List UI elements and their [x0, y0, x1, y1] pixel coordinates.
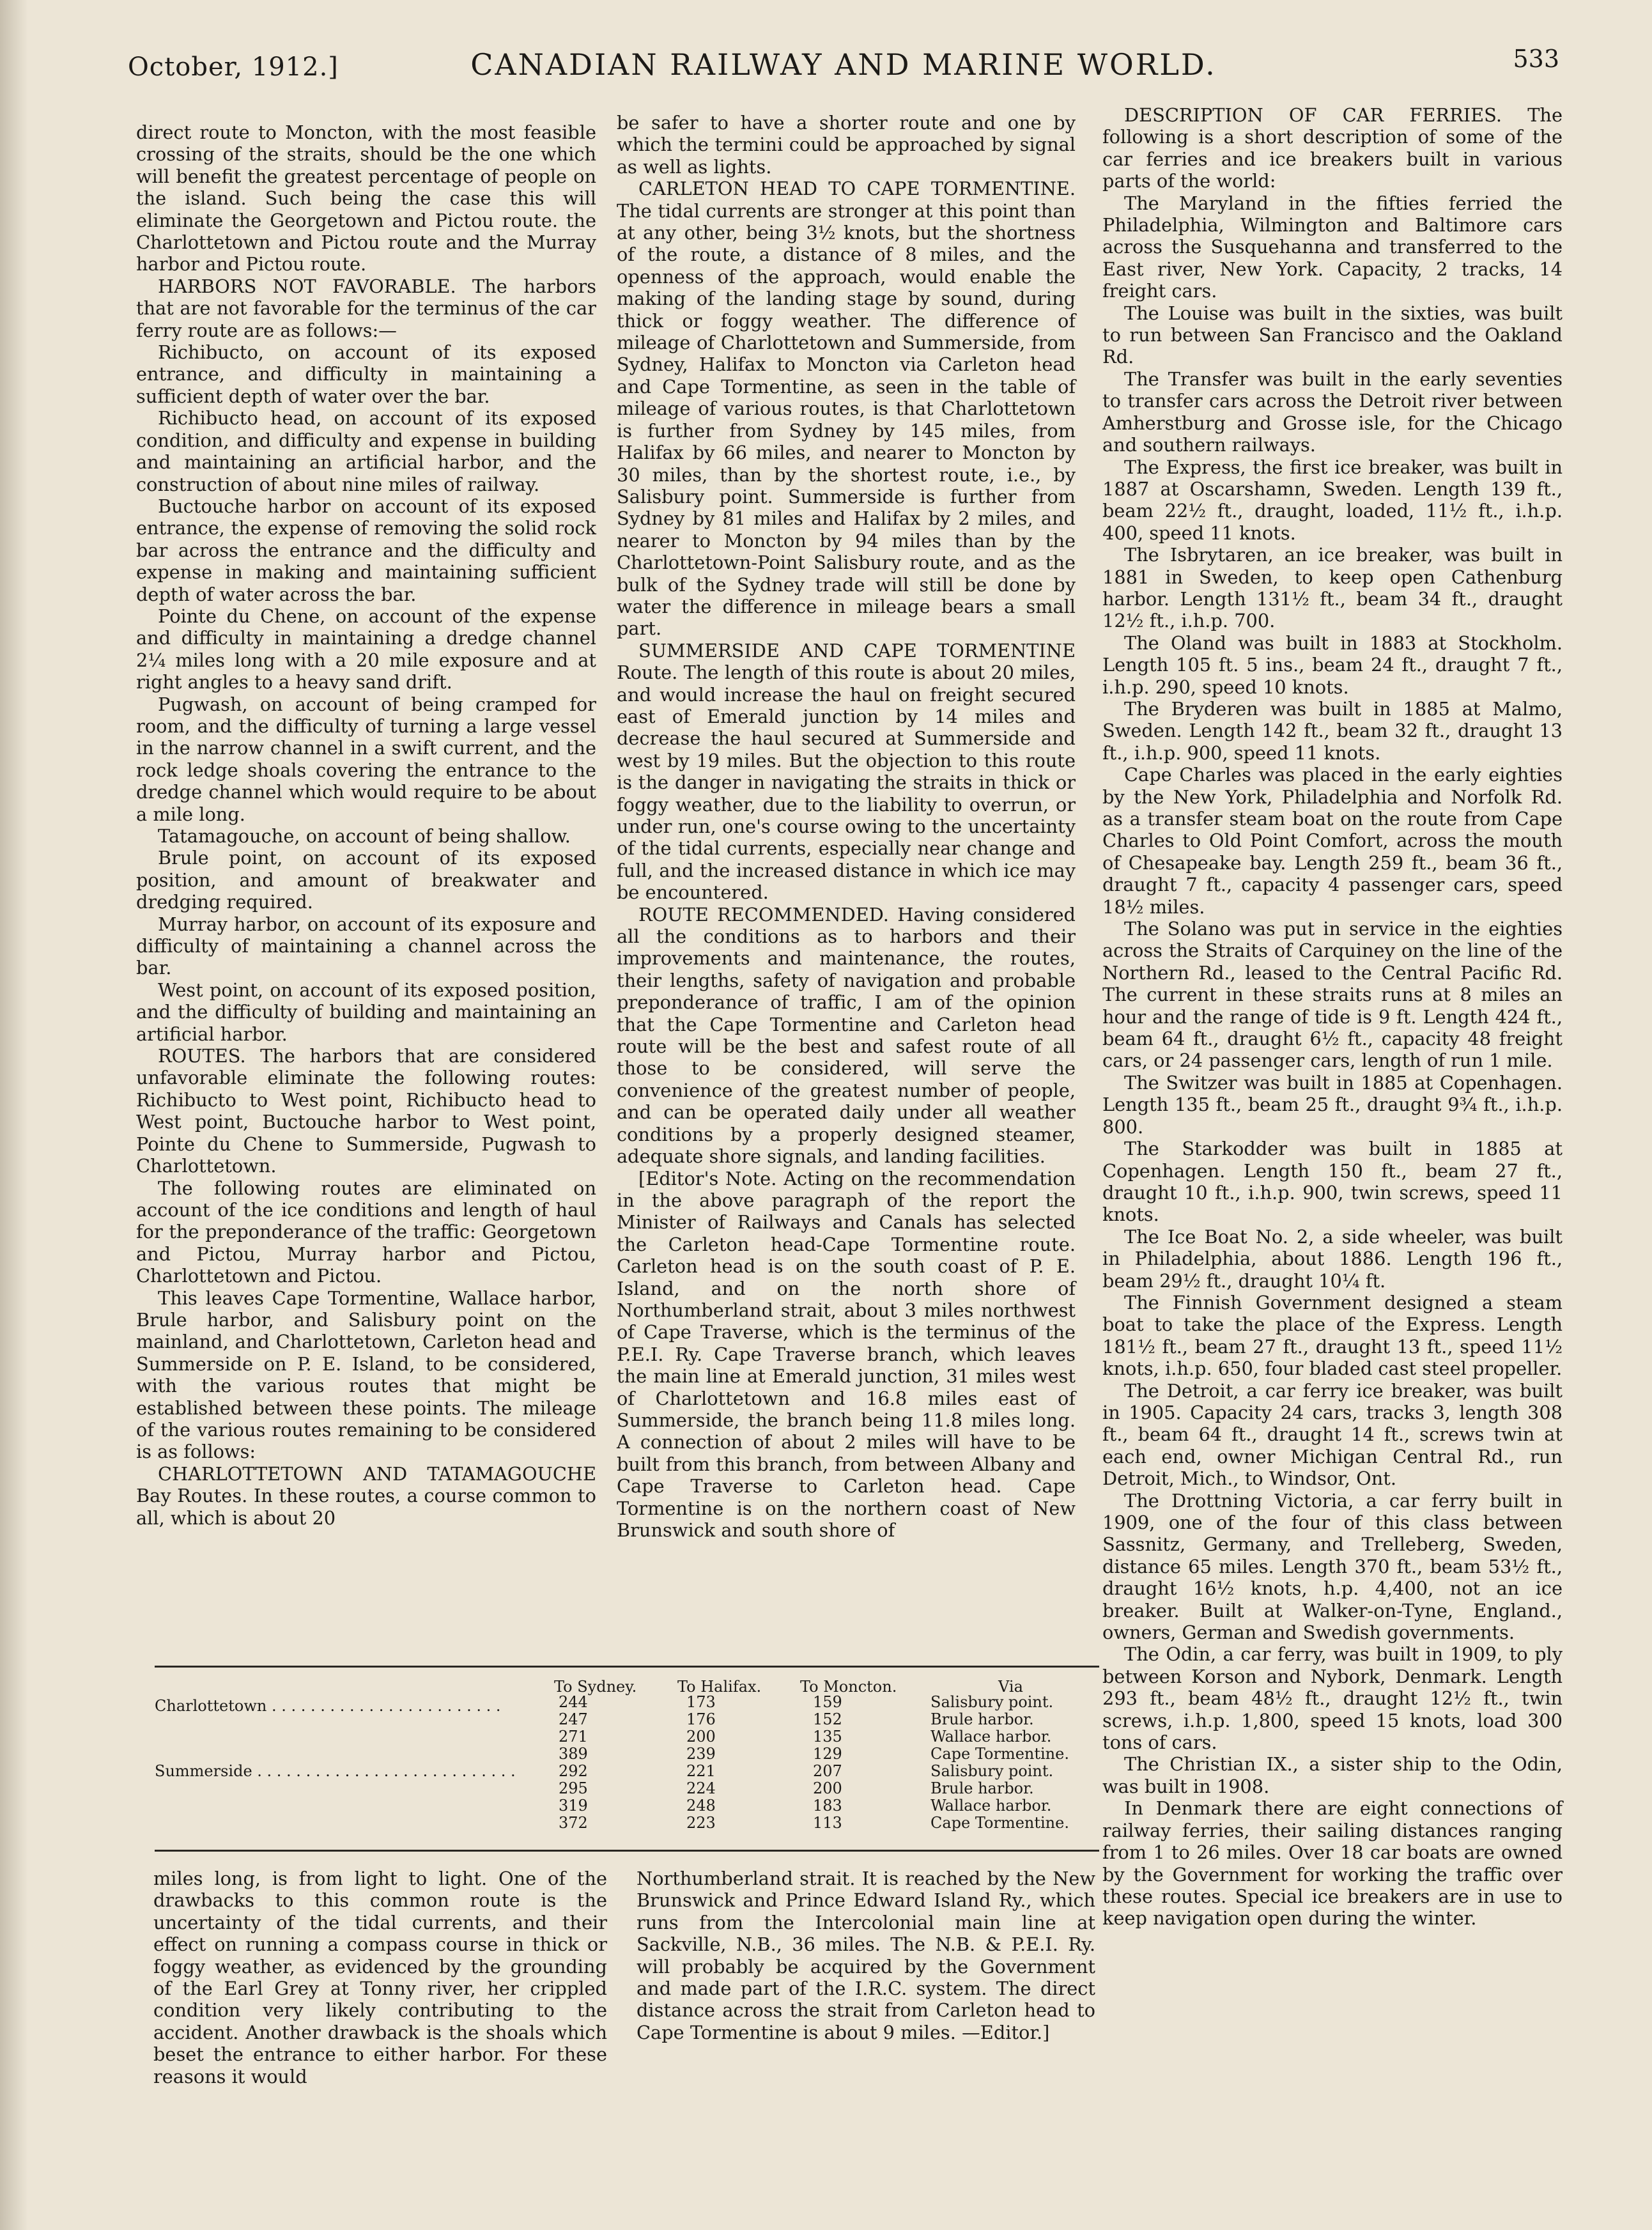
table-cell: 113: [813, 1814, 842, 1832]
column-2-continued: [637, 1868, 1095, 2043]
table-cell: 223: [686, 1814, 716, 1832]
table-cell: 224: [686, 1779, 716, 1797]
column-1-continued: [153, 1868, 607, 2087]
publication-title: CANADIAN RAILWAY AND MARINE WORLD.: [470, 47, 1217, 82]
paragraph: The Solano was put in service in the eighties across the Straits of Carquiney on the line of the Northern Rd., leased to the Central Pacific Rd. The current in these straits runs at 8 miles an hour and the range of tide is 9 ft. Length 424 ft., beam 64 ft., draught 6½ ft., capacity 48 freight cars, or 24 passenger cars, length of run 1 mile.: [1102, 918, 1563, 1072]
table-cell: Brule harbor.: [930, 1710, 1034, 1728]
table-cell: 244: [559, 1693, 588, 1711]
table-cell: 221: [686, 1762, 716, 1780]
table-cell: 183: [813, 1797, 842, 1815]
table-cell: Cape Tormentine.: [930, 1745, 1069, 1763]
column-2: [617, 112, 1076, 1541]
table-cell: 319: [559, 1797, 588, 1815]
table-cell: 176: [686, 1710, 716, 1728]
column-3: [1102, 104, 1563, 1930]
paragraph: Pointe du Chene, on account of the expense and difficulty in maintaining a dredge channel 2¼ miles long with a 20 mile exposure and at right angles to a heavy sand drift.: [136, 605, 596, 693]
table-header-moncton: To Moncton.: [800, 1678, 897, 1696]
paragraph: ROUTE RECOMMENDED. Having considered all the conditions as to harbors and their improvements and maintenance, the routes, their lengths, safety of navigation and probable preponderance of traffic, I am of the opinion that the Cape Tormentine and Carleton head route will be the best and safest route of all those to be considered, will serve the convenience of the greatest number of people, and can be operated daily under all weather conditions by a properly designed steamer, adequate shore signals, and landing facilities.: [617, 903, 1076, 1168]
paragraph: CHARLOTTETOWN AND TATAMAGOUCHE Bay Routes. In these routes, a course common to all, which is about 20: [136, 1462, 596, 1529]
paragraph: SUMMERSIDE AND CAPE TORMENTINE Route. The length of this route is about 20 miles, and would increase the haul on freight secured east of Emerald junction by 14 miles and decrease the haul secured at Summerside and west by 19 miles. But the objection to this route is the danger in navigating the straits in thick or foggy weather, due to the liability to overrun, or under run, one's course owing to the uncertainty of the tidal currents, especially near change and full, and the increased distance in which ice may be encountered.: [617, 639, 1076, 904]
paragraph: This leaves Cape Tormentine, Wallace harbor, Brule harbor, and Salisbury point on the mainland, and Charlottetown, Carleton head and Summerside on P. E. Island, to be considered, with the various routes that might be established between these points. The mileage of the various routes remaining to be considered is as follows:: [136, 1287, 596, 1463]
paragraph: Northumberland strait. It is reached by the New Brunswick and Prince Edward Island Ry., which runs from the Intercolonial main line at Sackville, N.B., 36 miles. The N.B. & P.E.I. Ry. will probably be acquired by the Government and made part of the I.R.C. system. The direct distance across the strait from Carleton head to Cape Tormentine is about 9 miles. —Editor.]: [637, 1868, 1095, 2043]
table-cell: Salisbury point.: [930, 1693, 1054, 1711]
paragraph: direct route to Moncton, with the most feasible crossing of the straits, should be the one which will benefit the greatest percentage of people on the island. Such being the case this will eliminate the Georgetown and Pictou route. the Charlottetown and Pictou route and the Murray harbor and Pictou route.: [136, 121, 596, 275]
paragraph: West point, on account of its exposed position, and the difficulty of building and maintaining an artificial harbor.: [136, 979, 596, 1045]
mileage-table: [155, 1678, 1099, 1845]
table-cell: 200: [813, 1779, 842, 1797]
table-cell: 239: [686, 1745, 716, 1763]
table-top-rule: [155, 1666, 1099, 1668]
table-cell: 129: [813, 1745, 842, 1763]
paragraph: Richibucto, on account of its exposed entrance, and difficulty in maintaining a sufficient depth of water over the bar.: [136, 341, 596, 407]
table-cell: 135: [813, 1728, 842, 1746]
page-spine-shadow: [0, 0, 28, 2230]
paragraph: miles long, is from light to light. One of the drawbacks to this common route is the uncertainty of the tidal currents, and their effect on running a compass course in thick or foggy weather, as evidenced by the grounding of the Earl Grey at Tonny river, her crippled condition very likely contributing to the accident. Another drawback is the shoals which beset the entrance to either harbor. For these reasons it would: [153, 1868, 607, 2087]
paragraph: The Louise was built in the sixties, was built to run between San Francisco and the Oakland Rd.: [1102, 302, 1563, 368]
paragraph: be safer to have a shorter route and one by which the termini could be approached by signal as well as lights.: [617, 112, 1076, 178]
paragraph: Tatamagouche, on account of being shallow.: [158, 825, 571, 847]
table-cell: 372: [559, 1814, 588, 1832]
paragraph: The Christian IX., a sister ship to the Odin, was built in 1908.: [1102, 1753, 1563, 1797]
table-header-via: Via: [998, 1678, 1023, 1696]
row-label-summerside: Summerside . . . . . . . . . . . . . . . . . . . . . . . . . . .: [155, 1762, 516, 1780]
table-cell: 247: [559, 1710, 588, 1728]
paragraph: [Editor's Note. Acting on the recommendation in the above paragraph of the report the Minister of Railways and Canals has selected the Carleton head-Cape Tormentine route. Carleton head is on the south coast of P. E. Island, and on the north shore of Northumberland strait, about 3 miles northwest of Cape Traverse, which is the terminus of the P.E.I. Ry. Cape Traverse branch, which leaves the main line at Emerald junction, 31 miles west of Charlottetown and 16.8 miles east of Summerside, the branch being 11.8 miles long. A connection of about 2 miles will have to be built from this branch, from between Albany and Cape Traverse to Carleton head. Cape Tormentine is on the northern coast of New Brunswick and south shore of: [617, 1167, 1076, 1541]
paragraph: In Denmark there are eight connections of railway ferries, their sailing distances ranging from 1 to 26 miles. Over 18 car boats are owned by the Government for working the traffic over these routes. Special ice breakers are in use to keep navigation open during the winter.: [1102, 1797, 1563, 1930]
table-cell: Cape Tormentine.: [930, 1814, 1069, 1832]
table-cell: Wallace harbor.: [930, 1728, 1052, 1746]
paragraph: The Drottning Victoria, a car ferry built in 1909, one of the four of this class between Sassnitz, Germany, and Trelleberg, Sweden, distance 65 miles. Length 370 ft., beam 53½ ft., draught 16½ knots, h.p. 4,400, not an ice breaker. Built at Walker-on-Tyne, England., owners, German and Swedish governments.: [1102, 1489, 1563, 1644]
table-cell: Wallace harbor.: [930, 1797, 1052, 1815]
table-cell: 159: [813, 1693, 842, 1711]
table-cell: 389: [559, 1745, 588, 1763]
paragraph: The Bryderen was built in 1885 at Malmo, Sweden. Length 142 ft., beam 32 ft., draught 13 ft., i.h.p. 900, speed 11 knots.: [1102, 697, 1563, 764]
table-header-sydney: To Sydney.: [554, 1678, 637, 1696]
paragraph: The Odin, a car ferry, was built in 1909, to ply between Korson and Nybork, Denmark. Length 293 ft., beam 48½ ft., draught 12½ ft., twin screws, i.h.p. 1,800, speed 15 knots, load 300 tons of cars.: [1102, 1643, 1563, 1754]
paragraph: ROUTES. The harbors that are considered unfavorable eliminate the following routes: Richibucto to West point, Richibucto head to West point, Buctouche harbor to West point, Pointe du Chene to Summerside, Pugwash to Charlottetown.: [136, 1045, 596, 1177]
table-cell: 200: [686, 1728, 716, 1746]
paragraph: The Detroit, a car ferry ice breaker, was built in 1905. Capacity 24 cars, tracks 3, length 308 ft., beam 64 ft., draught 14 ft., screws twin at each end, owner Michigan Central Rd., run Detroit, Mich., to Windsor, Ont.: [1102, 1379, 1563, 1490]
page-number: 533: [1513, 45, 1559, 73]
paragraph: Richibucto head, on account of its exposed condition, and difficulty and expense in building and maintaining an artificial harbor, and the construction of about nine miles of railway.: [136, 407, 596, 495]
paragraph: DESCRIPTION OF CAR FERRIES. The following is a short description of some of the car ferries and ice breakers built in various parts of the world:: [1102, 104, 1563, 192]
table-cell: 295: [559, 1779, 588, 1797]
paragraph: The Oland was built in 1883 at Stockholm. Length 105 ft. 5 ins., beam 24 ft., draught 7 ft., i.h.p. 290, speed 10 knots.: [1102, 631, 1563, 698]
paragraph: The following routes are eliminated on account of the ice conditions and length of haul for the preponderance of the traffic: Georgetown and Pictou, Murray harbor and Pictou, Charlottetown and Pictou.: [136, 1177, 596, 1287]
paragraph: The Maryland in the fifties ferried the Philadelphia, Wilmington and Baltimore cars across the Susquehanna and transferred to the East river, New York. Capacity, 2 tracks, 14 freight cars.: [1102, 192, 1563, 302]
paragraph: The Transfer was built in the early seventies to transfer cars across the Detroit river between Amherstburg and Grosse isle, for the Chicago and southern railways.: [1102, 368, 1563, 456]
table-cell: 173: [686, 1693, 716, 1711]
paragraph: Pugwash, on account of being cramped for room, and the difficulty of turning a large vessel in the narrow channel in a swift current, and the rock ledge shoals covering the entrance to the dredge channel which would require to be about a mile long.: [136, 693, 596, 825]
paragraph: The Starkodder was built in 1885 at Copenhagen. Length 150 ft., beam 27 ft., draught 10 ft., i.h.p. 900, twin screws, speed 11 knots.: [1102, 1138, 1563, 1226]
paragraph: The Express, the first ice breaker, was built in 1887 at Oscarshamn, Sweden. Length 139 ft., beam 22½ ft., draught, loaded, 11½ ft., i.h.p. 400, speed 11 knots.: [1102, 456, 1563, 544]
paragraph: Cape Charles was placed in the early eighties by the New York, Philadelphia and Norfolk Rd. as a transfer steam boat on the route from Cape Charles to Old Point Comfort, across the mouth of Chesapeake bay. Length 259 ft., beam 36 ft., draught 7 ft., capacity 4 passenger cars, speed 18½ miles.: [1102, 764, 1563, 918]
paragraph: HARBORS NOT FAVORABLE. The harbors that are not favorable for the terminus of the car ferry route are as follows:—: [136, 275, 596, 341]
table-cell: 248: [686, 1797, 716, 1815]
paragraph: Buctouche harbor on account of its exposed entrance, the expense of removing the solid rock bar across the entrance and the difficulty and expense in making and maintaining sufficient depth of water across the bar.: [136, 495, 596, 605]
table-cell: 152: [813, 1710, 842, 1728]
paragraph: CARLETON HEAD TO CAPE TORMENTINE. The tidal currents are stronger at this point than at any other, being 3½ knots, but the shortness of the route, a distance of 8 miles, and the openness of the approach, would enable the making of the landing stage by sound, during thick or foggy weather. The difference of mileage of Charlottetown and Summerside, from Sydney, Halifax to Moncton via Carleton head and Cape Tormentine, as seen in the table of mileage of various routes, is that Charlottetown is further from Sydney by 145 miles, from Halifax by 66 miles, and nearer to Moncton by 30 miles, than by the shortest route, i.e., by Salisbury point. Summerside is further from Sydney by 81 miles and Halifax by 2 miles, and nearer to Moncton by 94 miles than by the Charlottetown-Point Salisbury route, and as the bulk of the Sydney trade will still be done by water the difference in mileage bears a small part.: [617, 178, 1076, 640]
table-header-halifax: To Halifax.: [677, 1678, 762, 1696]
issue-date: October, 1912.]: [128, 52, 339, 82]
paragraph: Brule point, on account of its exposed position, and amount of breakwater and dredging required.: [136, 847, 596, 913]
table-cell: 292: [559, 1762, 588, 1780]
table-cell: Brule harbor.: [930, 1779, 1034, 1797]
page-header: [128, 41, 1559, 86]
table-cell: 271: [559, 1728, 588, 1746]
table-cell: 207: [813, 1762, 842, 1780]
row-label-charlottetown: Charlottetown . . . . . . . . . . . . . . . . . . . . . . . .: [155, 1697, 501, 1715]
paragraph: The Switzer was built in 1885 at Copenhagen. Length 135 ft., beam 25 ft., draught 9¾ ft., i.h.p. 800.: [1102, 1071, 1563, 1138]
table-bottom-rule: [155, 1850, 1099, 1852]
paragraph: Murray harbor, on account of its exposure and difficulty of maintaining a channel across the bar.: [136, 913, 596, 979]
paragraph: The Finnish Government designed a steam boat to take the place of the Express. Length 181½ ft., beam 27 ft., draught 13 ft., speed 11½ knots, i.h.p. 650, four bladed cast steel propeller.: [1102, 1291, 1563, 1380]
paragraph: The Ice Boat No. 2, a side wheeler, was built in Philadelphia, about 1886. Length 196 ft., beam 29½ ft., draught 10¼ ft.: [1102, 1225, 1563, 1292]
column-1: [136, 121, 596, 1529]
table-cell: Salisbury point.: [930, 1762, 1054, 1780]
paragraph: The Isbrytaren, an ice breaker, was built in 1881 in Sweden, to keep open Cathenburg harbor. Length 131½ ft., beam 34 ft., draught 12½ ft., i.h.p. 700.: [1102, 544, 1563, 632]
